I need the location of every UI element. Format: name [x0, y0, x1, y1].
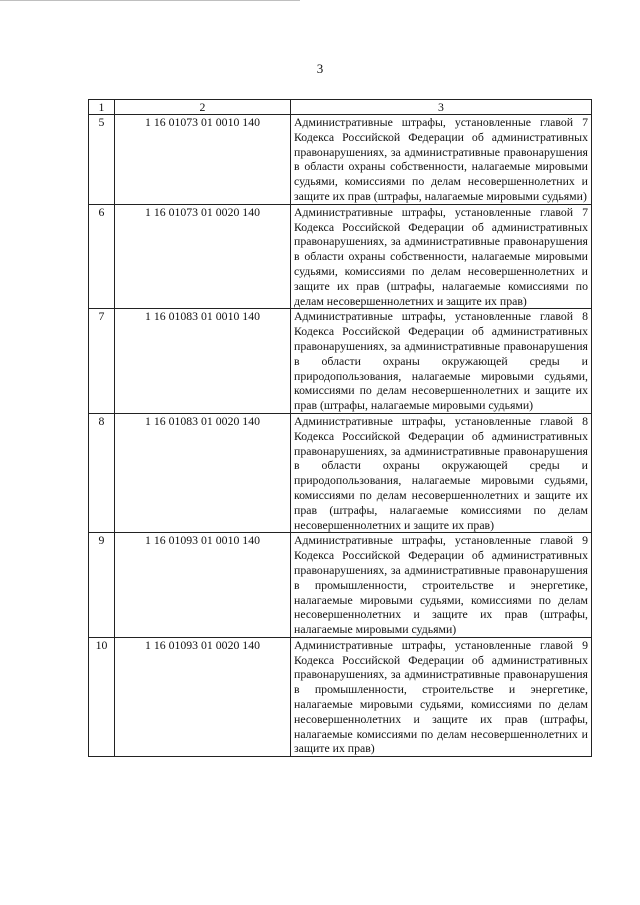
- budget-code: 1 16 01083 01 0020 140: [115, 413, 291, 532]
- budget-code: 1 16 01073 01 0010 140: [115, 115, 291, 205]
- table-row: [89, 115, 592, 205]
- budget-code: 1 16 01083 01 0010 140: [115, 309, 291, 414]
- column-header-code: 2: [115, 100, 291, 115]
- table-row: [89, 637, 592, 756]
- top-rule: [0, 0, 300, 1]
- row-number: 6: [89, 204, 115, 309]
- table-row: [89, 204, 592, 309]
- row-description: Административные штрафы, установленные главой 7 Кодекса Российской Федерации об административных правонарушениях, за административные правонарушения в области охраны собственности, налагаемые мировыми судьями, комиссиями по делам несовершеннолетних и защите их прав (штрафы, налагаемые мировыми судьями): [291, 115, 592, 205]
- table-row: [89, 533, 592, 638]
- table-header-row: [89, 100, 592, 115]
- row-description: Административные штрафы, установленные главой 8 Кодекса Российской Федерации об административных правонарушениях, за административные правонарушения в области охраны окружающей среды и природопользования, налагаемые мировыми судьями, комиссиями по делам несовершеннолетних и защите их прав (штрафы, налагаемые комиссиями по делам несовершеннолетних и защите их прав): [291, 413, 592, 532]
- table-row: [89, 413, 592, 532]
- budget-code: 1 16 01093 01 0010 140: [115, 533, 291, 638]
- row-description: Административные штрафы, установленные главой 9 Кодекса Российской Федерации об административных правонарушениях, за административные правонарушения в промышленности, строительстве и энергетике, налагаемые мировыми судьями, комиссиями по делам несовершеннолетних и защите их прав (штрафы, налагаемые комиссиями по делам несовершеннолетних и защите их прав): [291, 637, 592, 756]
- budget-code: 1 16 01073 01 0020 140: [115, 204, 291, 309]
- row-number: 7: [89, 309, 115, 414]
- row-number: 9: [89, 533, 115, 638]
- row-description: Административные штрафы, установленные главой 9 Кодекса Российской Федерации об административных правонарушениях, за административные правонарушения в промышленности, строительстве и энергетике, налагаемые мировыми судьями, комиссиями по делам несовершеннолетних и защите их прав (штрафы, налагаемые мировыми судьями): [291, 533, 592, 638]
- row-number: 5: [89, 115, 115, 205]
- row-description: Административные штрафы, установленные главой 7 Кодекса Российской Федерации об административных правонарушениях, за административные правонарушения в области охраны собственности, налагаемые мировыми судьями, комиссиями по делам несовершеннолетних и защите их прав (штрафы, налагаемые комиссиями по делам несовершеннолетних и защите их прав): [291, 204, 592, 309]
- budget-code: 1 16 01093 01 0020 140: [115, 637, 291, 756]
- page-number: 3: [316, 61, 324, 76]
- row-number: 8: [89, 413, 115, 532]
- row-description: Административные штрафы, установленные главой 8 Кодекса Российской Федерации об административных правонарушениях, за административные правонарушения в области охраны окружающей среды и природопользования, налагаемые мировыми судьями, комиссиями по делам несовершеннолетних и защите их прав (штрафы, налагаемые мировыми судьями): [291, 309, 592, 414]
- fines-table: [88, 99, 592, 757]
- column-header-number: 1: [89, 100, 115, 115]
- column-header-description: 3: [291, 100, 592, 115]
- table-row: [89, 309, 592, 414]
- row-number: 10: [89, 637, 115, 756]
